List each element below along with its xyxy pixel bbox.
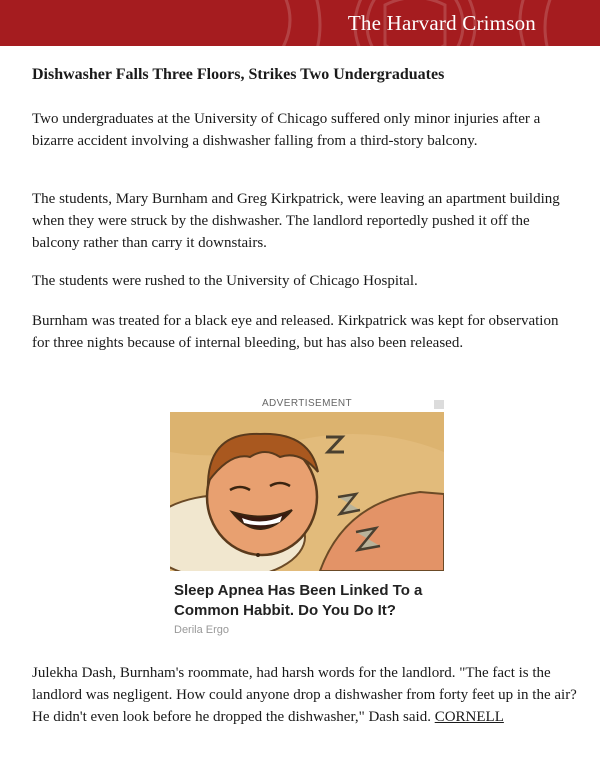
advertisement-source[interactable]: Derila Ergo: [174, 624, 230, 636]
advertisement-title[interactable]: Sleep Apnea Has Been Linked To a Common Habbit. Do You Do It?: [174, 582, 423, 619]
article-paragraph: The students were rushed to the University of Chicago Hospital.: [32, 273, 418, 289]
article-paragraph: [32, 662, 577, 728]
masthead-title[interactable]: The Harvard Crimson: [347, 11, 536, 35]
article-paragraph: The students, Mary Burnham and Greg Kirkpatrick, were leaving an apartment building when they were struck by the dishwasher. The landlord reportedly pushed it off the balcony rather than carry it downstairs.: [32, 191, 560, 251]
advertisement-label: ADVERTISEMENT: [261, 398, 353, 409]
masthead: [0, 0, 600, 46]
article-headline: Dishwasher Falls Three Floors, Strikes Two Undergraduates: [32, 66, 445, 83]
closing-paragraph-text: Julekha Dash, Burnham's roommate, had harsh words for the landlord. "The fact is the landlord was negligent. How could anyone drop a dishwasher from forty feet up in the air? He didn't even look before he dropped the dishwasher," Dash said.: [32, 665, 577, 725]
ad-choices-icon[interactable]: [434, 400, 444, 409]
source-link[interactable]: CORNELL: [434, 709, 504, 725]
advertisement-card[interactable]: [170, 398, 444, 638]
article-paragraph: Burnham was treated for a black eye and released. Kirkpatrick was kept for observation for three nights because of internal bleeding, but has also been released.: [32, 313, 559, 351]
article-paragraph: Two undergraduates at the University of Chicago suffered only minor injuries after a bizarre accident involving a dishwasher falling from a third-story balcony.: [32, 111, 541, 149]
sleeping-man-illustration[interactable]: [170, 412, 444, 571]
